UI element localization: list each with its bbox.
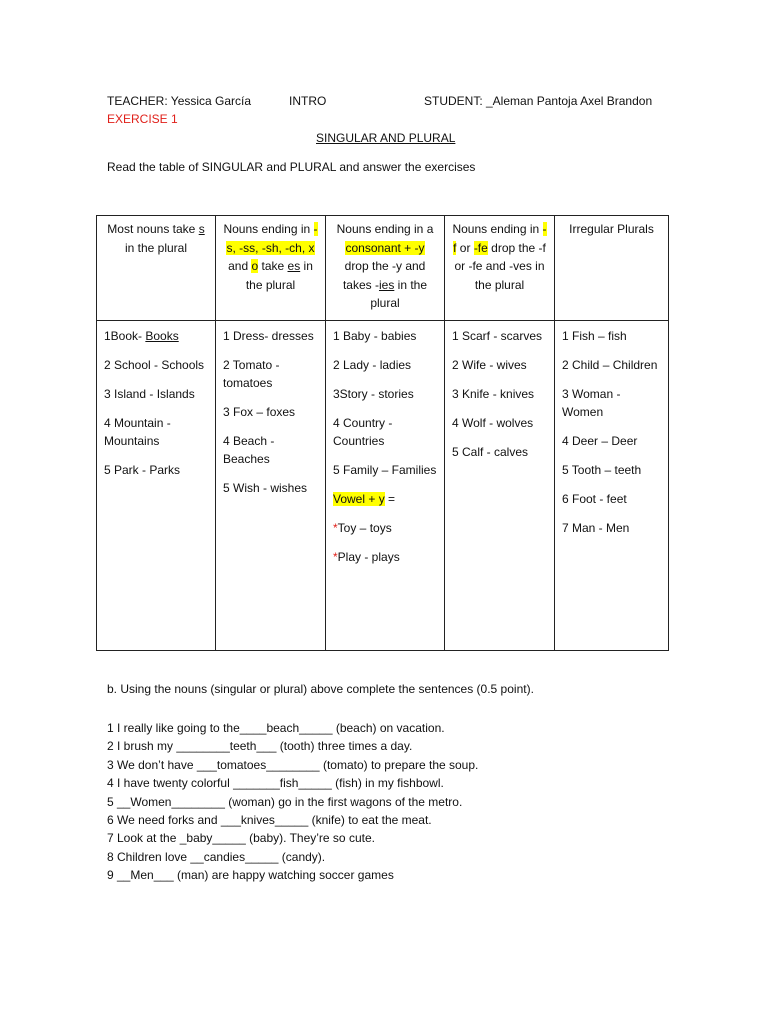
list-item: 3 Island - Islands (104, 387, 195, 401)
header-text: Nouns ending in (452, 222, 543, 236)
list-item: 3Story - stories (333, 387, 414, 401)
sentence-line: 3 We don’t have ___tomatoes________ (tomato) to prepare the soup. (107, 757, 479, 772)
list-item: 3 Knife - knives (452, 387, 535, 401)
exercise-b-prompt: b. Using the nouns (singular or plural) above complete the sentences (0.5 point). (107, 682, 534, 696)
list-item: 4 Deer – Deer (562, 434, 638, 448)
equals-sign: = (384, 492, 396, 506)
sentence-line: 4 I have twenty colorful _______fish_____ (fish) in my fishbowl. (107, 776, 444, 791)
table-body-row (97, 321, 669, 651)
header-text: in the plural (370, 277, 428, 310)
header-text: in the plural (245, 259, 313, 292)
list-item: 6 Foot - feet (562, 492, 627, 506)
sentence-line: 8 Children love __candies_____ (candy). (107, 849, 326, 864)
list-item: 4 Wolf - wolves (452, 416, 534, 430)
list-item: 5 Park - Parks (104, 463, 181, 477)
example-text: Toy – toys (337, 521, 392, 535)
table-header-row (97, 216, 669, 321)
list-item: 1 Fish – fish (562, 329, 627, 343)
asterisk-mark: * (333, 521, 338, 535)
list-item (333, 519, 438, 537)
example-text: 1Book- (104, 329, 146, 343)
list-item: 4 Country - Countries (333, 416, 393, 448)
list-item: 7 Man - Men (562, 521, 630, 535)
list-item: 2 School - Schools (104, 358, 205, 372)
header-text: Nouns ending in (223, 222, 314, 236)
list-item: 5 Calf - calves (452, 445, 529, 459)
instruction-text: Read the table of SINGULAR and PLURAL and answer the exercises (107, 160, 476, 174)
sentence-line: 9 __Men___ (man) are happy watching soccer games (107, 868, 394, 883)
header-highlight: consonant + -y (345, 240, 425, 255)
header-highlight: -fe (473, 240, 488, 255)
list-item: 1 Scarf - scarves (452, 329, 543, 343)
list-item: 5 Wish - wishes (223, 481, 308, 495)
header-text: drop the -y and takes - (342, 259, 426, 292)
header-text: es (287, 259, 301, 273)
header-text: ies (378, 277, 395, 292)
header-text: take (258, 259, 288, 273)
col-consonant-y (326, 321, 445, 651)
list-item: 2 Lady - ladies (333, 358, 412, 372)
header-text: Nouns ending in a (336, 222, 434, 236)
student-label: STUDENT: _Aleman Pantoja Axel Brandon (424, 94, 653, 108)
sentence-line: 6 We need forks and ___knives_____ (knife) to eat the meat. (107, 813, 432, 828)
list-item: 2 Wife - wives (452, 358, 527, 372)
list-item: 4 Mountain - Mountains (104, 416, 171, 448)
asterisk-mark: * (333, 550, 338, 564)
header-text: s (198, 222, 205, 236)
teacher-label: TEACHER: Yessica García (107, 94, 252, 108)
header-text: or (456, 240, 474, 255)
header-cell-most-nouns (97, 216, 216, 321)
vowel-y-rule (333, 490, 438, 508)
list-item: 2 Child – Children (562, 358, 658, 372)
list-item (333, 548, 438, 566)
sentence-line: 5 __Women________ (woman) go in the first wagons of the metro. (107, 794, 463, 809)
list-item: 3 Fox – foxes (223, 405, 296, 419)
col-most-nouns (97, 321, 216, 651)
exercise-b-sentences (107, 719, 478, 885)
list-item: 5 Tooth – teeth (562, 463, 642, 477)
level-label: INTRO (289, 94, 327, 108)
header-cell-s-endings (216, 216, 326, 321)
list-item: 2 Tomato - tomatoes (223, 358, 280, 390)
header-cell-f-fe (445, 216, 555, 321)
page-title: SINGULAR AND PLURAL (316, 131, 456, 145)
header-cell-consonant-y (326, 216, 445, 321)
list-item: 1 Baby - babies (333, 329, 417, 343)
header-text: Most nouns take (107, 222, 199, 236)
exercise-label: EXERCISE 1 (107, 112, 178, 126)
example-text: Play - plays (337, 550, 400, 564)
list-item: 4 Beach - Beaches (223, 434, 275, 466)
header-text: in the plural (124, 240, 188, 255)
vowel-y-highlight: Vowel + y (333, 492, 385, 506)
col-irregular (555, 321, 669, 651)
list-item: 1 Dress- dresses (223, 329, 314, 343)
header-text: and (228, 259, 252, 273)
header-highlight: -f (453, 222, 547, 255)
sentence-line: 7 Look at the _baby_____ (baby). They’re so cute. (107, 831, 375, 846)
col-f-fe (445, 321, 555, 651)
list-item: 5 Family – Families (333, 463, 437, 477)
plural-rules-table (96, 215, 669, 651)
header-text: drop the -f or -fe and -ves in the plural (454, 240, 546, 292)
header-highlight: -s, -ss, -sh, -ch, x (226, 222, 318, 255)
list-item: 3 Woman - Women (562, 387, 621, 419)
sentence-line: 1 I really like going to the____beach_____ (beach) on vacation. (107, 721, 445, 735)
example-text: Books (145, 329, 179, 343)
list-item (104, 327, 209, 345)
sentence-line: 2 I brush my ________teeth___ (tooth) three times a day. (107, 739, 413, 754)
header-cell-irregular: Irregular Plurals (555, 216, 669, 321)
header-highlight: o (251, 259, 259, 273)
col-s-endings (216, 321, 326, 651)
